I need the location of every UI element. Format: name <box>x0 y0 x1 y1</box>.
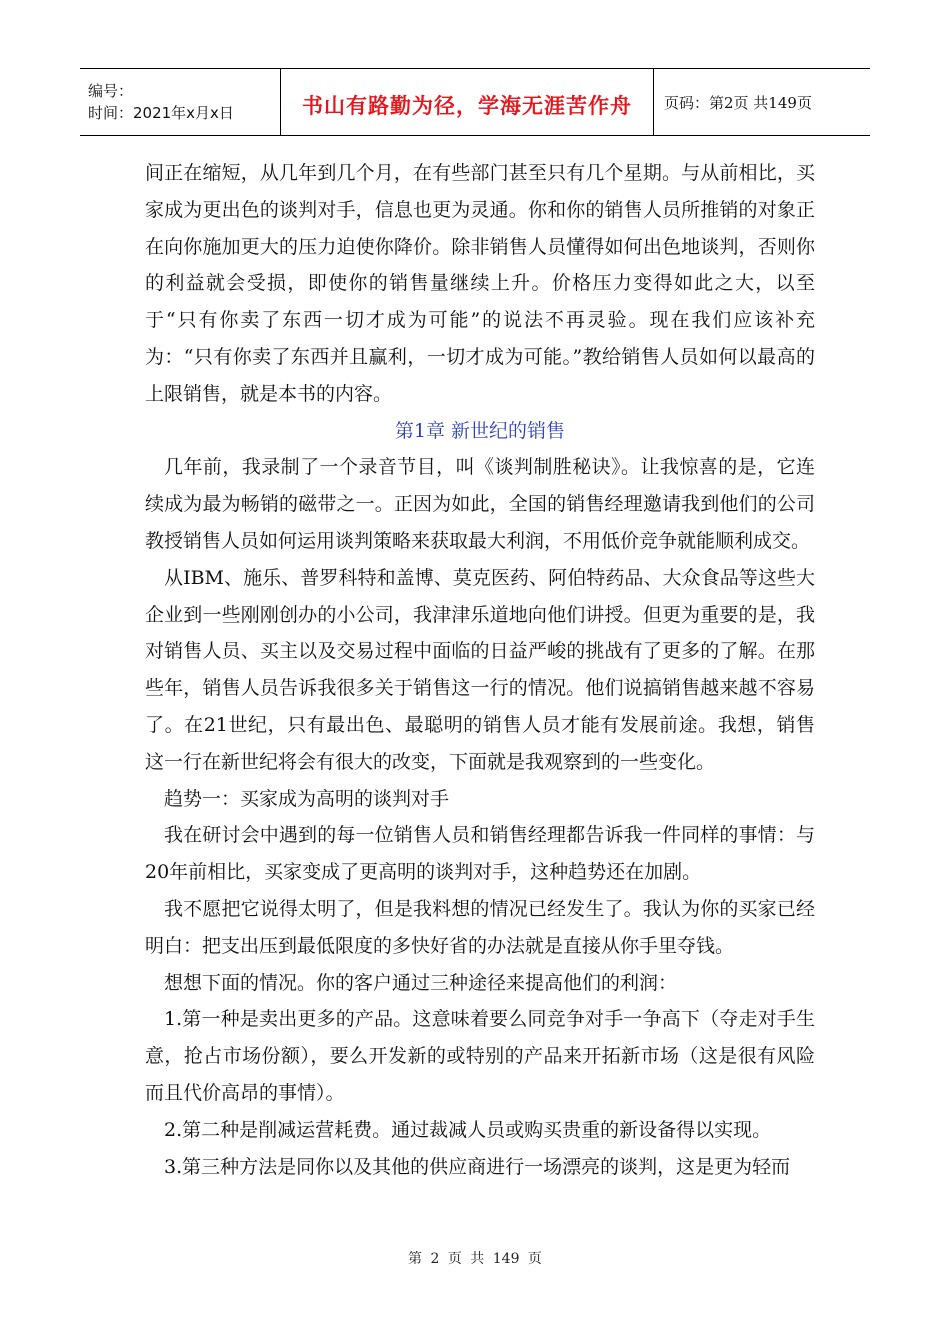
header-page-cell <box>654 69 870 135</box>
header-page-number: 页码：第2页 共149页 <box>664 93 812 112</box>
trend-heading: 趋势一：买家成为高明的谈判对手 <box>164 787 450 810</box>
intro-paragraph: 间正在缩短，从几年到几个月，在有些部门甚至只有几个星期。与从前相比，买家成为更出色的谈判对手，信息也更为灵通。你和你的销售人员所推销的对象正在向你施加更大的压力迫使你降价。除非销售人员懂得如何出色地谈判，否则你的利益就会受损，即使你的销售量继续上升。价格压力变得如此之大，以至于“只有你卖了东西一切才成为可能”的说法不再灵验。现在我们应该补充为：“只有你卖了东西并且赢利，一切才成为可能。”教给销售人员如何以最高的上限销售，就是本书的内容。 <box>145 162 815 405</box>
paragraph-5: 想想下面的情况。你的客户通过三种途径来提高他们的利润： <box>164 971 678 994</box>
paragraph-1: 几年前，我录制了一个录音节目，叫《谈判制胜秘诀》。让我惊喜的是，它连续成为最为畅销的磁带之一。正因为如此，全国的销售经理邀请我到他们的公司教授销售人员如何运用谈判策略来获取最大利润，不用低价竞争就能顺利成交。 <box>145 456 815 552</box>
list-item-1: 1.第一种是卖出更多的产品。这意味着要么同竞争对手一争高下（夺走对手生意，抢占市场份额），要么开发新的或特别的产品来开拓新市场（这是很有风险而且代价高昂的事情）。 <box>145 1008 815 1104</box>
chapter-title: 第1章 新世纪的销售 <box>394 419 566 442</box>
list-item-3: 3.第三种方法是同你以及其他的供应商进行一场漂亮的谈判，这是更为轻而 <box>164 1155 791 1178</box>
document-body <box>145 155 815 1185</box>
list-item-2: 2.第二种是削减运营耗费。通过裁减人员或购买贵重的新设备得以实现。 <box>164 1118 772 1141</box>
document-number-label: 编号： <box>88 82 134 100</box>
paragraph-4: 我不愿把它说得太明了，但是我料想的情况已经发生了。我认为你的买家已经明白：把支出压到最低限度的多快好省的办法就是直接从你手里夺钱。 <box>145 897 815 957</box>
header-motto-cell <box>281 69 654 135</box>
paragraph-2: 从IBM、施乐、普罗科特和盖博、莫克医药、阿伯特药品、大众食品等这些大企业到一些刚刚创办的小公司，我津津乐道地向他们讲授。但更为重要的是，我对销售人员、买主以及交易过程中面临的日益严峻的挑战有了更多的了解。在那些年，销售人员告诉我很多关于销售这一行的情况。他们说搞销售越来越不容易了。在21世纪，只有最出色、最聪明的销售人员才能有发展前途。我想，销售这一行在新世纪将会有很大的改变，下面就是我观察到的一些变化。 <box>145 566 815 773</box>
document-date-label: 时间：2021年x月x日 <box>88 104 234 122</box>
paragraph-3: 我在研讨会中遇到的每一位销售人员和销售经理都告诉我一件同样的事情：与20年前相比，买家变成了更高明的谈判对手，这种趋势还在加剧。 <box>145 824 815 884</box>
header-meta-cell <box>80 69 281 135</box>
page-header <box>80 68 870 136</box>
header-motto: 书山有路勤为径，学海无涯苦作舟 <box>302 93 632 118</box>
page-footer: 第 2 页 共 149 页 <box>408 1251 542 1267</box>
